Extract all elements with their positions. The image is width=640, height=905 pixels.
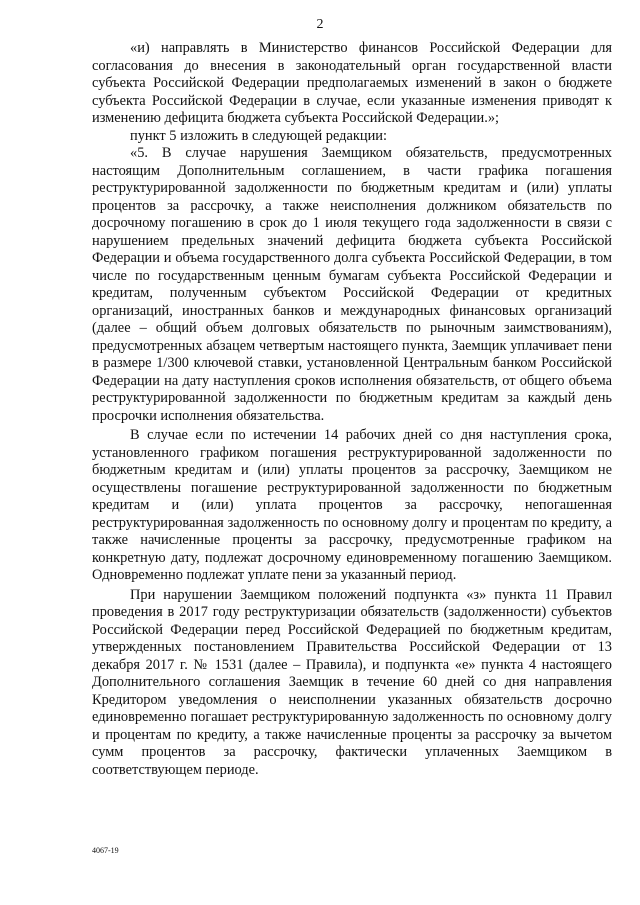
document-body — [92, 40, 612, 779]
paragraph-clause-5-intro: пункт 5 изложить в следующей редакции: — [130, 127, 387, 144]
page-number: 2 — [316, 17, 324, 32]
paragraph-subclause-i: «и) направлять в Министерство финансов Российской Федерации для согласования до внесения в законодательный орган государственной власти субъекта Российской Федерации предполагаемых изменений в закон о бюджете субъекта Российской Федерации в случае, если указанные изменения приводят к изменению дефицита бюджета субъекта Российской Федерации.»; — [92, 40, 612, 126]
paragraph-rules-violation: При нарушении Заемщиком положений подпункта «з» пункта 11 Правил проведения в 2017 году реструктуризации обязательств (задолженности) субъектов Российской Федерации перед Российской Федерацией по бюджетным кредитам, утвержденных постановлением Правительства Российской Федерации от 13 декабря 2017 г. № 1531 (далее – Правила), и подпункта «е» пункта 4 настоящего Дополнительного соглашения Заемщик в течение 60 дней со дня направления Кредитором уведомления о неисполнении указанных обязательств досрочно единовременно погашает реструктурированную задолженность по основному долгу и процентам по кредиту, а также начисленные проценты за рассрочку за вычетом сумм процентов за рассрочку, фактически уплаченных Заемщиком в соответствующем периоде. — [92, 586, 612, 778]
paragraph-overdue-payment: В случае если по истечении 14 рабочих дней со дня наступления срока, установленного графиком погашения реструктурированной задолженности по бюджетным кредитам и (или) уплаты процентов за рассрочку, Заемщиком не осуществлены погашение реструктурированной задолженности по бюджетным кредитам и (или) уплата процентов за рассрочку, непогашенная реструктурированная задолженность по основному долгу и процентам по кредиту, а также начисленные проценты за рассрочку, предусмотренные графиком на конкретную дату, подлежат досрочному единовременному погашению Заемщиком. Одновременно подлежат уплате пени за указанный период. — [92, 427, 612, 583]
document-code: 4067-19 — [92, 846, 119, 855]
paragraph-clause-5: «5. В случае нарушения Заемщиком обязательств, предусмотренных настоящим Дополнительным соглашением, в части графика погашения реструктурированной задолженности по бюджетным кредитам и (или) уплаты процентов за рассрочку, а также неисполнения должником обязательств по досрочному погашению в срок до 1 июля текущего года задолженности в связи с нарушением предельных значений дефицита бюджета субъекта Российской Федерации и объема государственного долга субъекта Российской Федерации, в том числе по государственным ценным бумагам субъекта Российской Федерации и кредитам, полученным субъектом Российской Федерации от кредитных организаций, иностранных банков и международных финансовых организаций (далее – общий объем долговых обязательств по рыночным заимствованиям), предусмотренных абзацем четвертым настоящего пункта, Заемщик уплачивает пени в размере 1/300 ключевой ставки, установленной Центральным банком Российской Федерации на дату наступления сроков исполнения обязательств, от общего объема реструктурированной задолженности по бюджетным кредитам за каждый день просрочки исполнения обязательства. — [92, 145, 612, 424]
